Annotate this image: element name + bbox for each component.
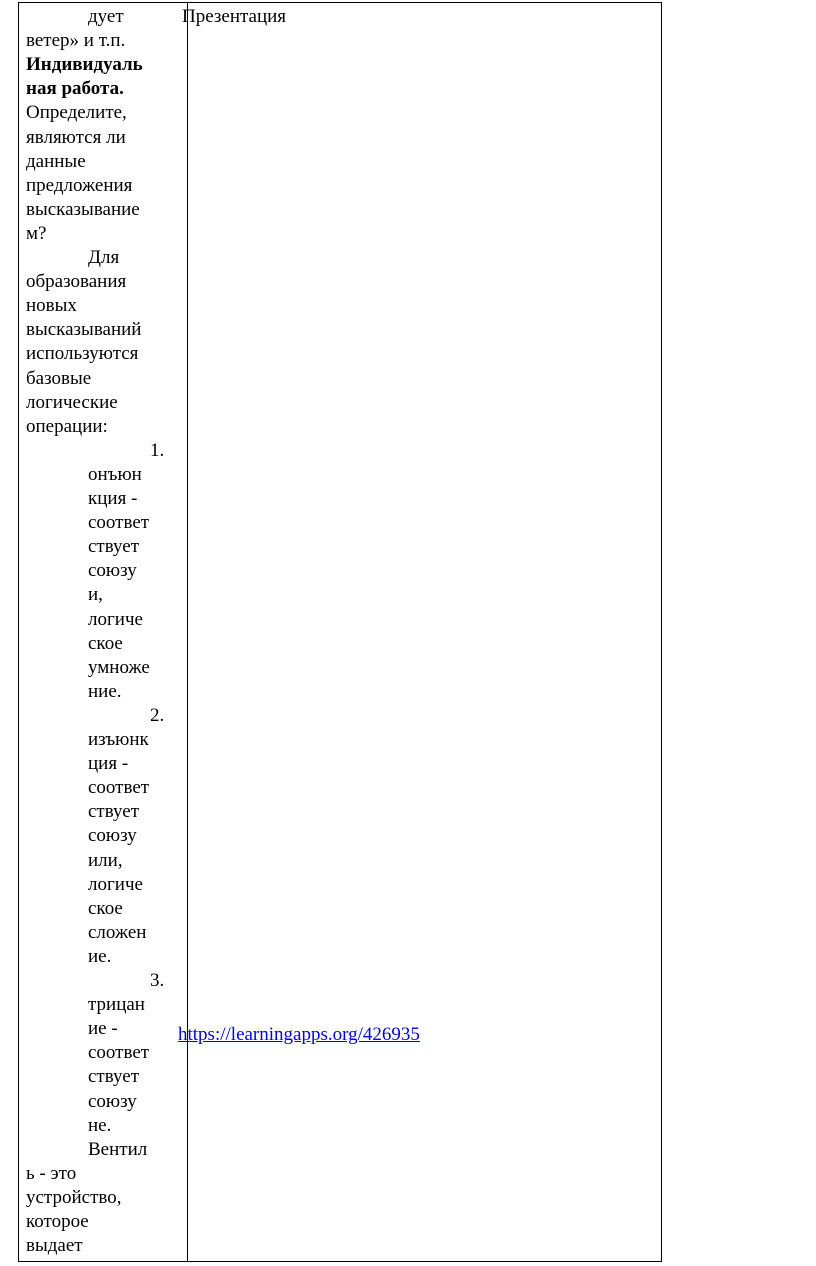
intro-line: операции: [26,416,108,437]
question-line: являются ли [26,127,126,148]
list-item-line: союзу [88,825,137,846]
section-heading: ная работа. [26,78,124,99]
list-item-line: ское [88,633,123,654]
list-item-number: 3. [150,970,165,991]
list-item-line: не. [88,1115,112,1136]
list-item-line: ствует [88,1066,140,1087]
list-item-line: ция - [88,753,129,774]
text-line: которое [26,1211,89,1232]
intro-line: новых [26,295,77,316]
section-heading: Индивидуаль [26,54,143,75]
text-line: ь - это [26,1163,77,1184]
question-line: высказывание [26,199,140,220]
text-line: дует [88,6,124,27]
question-line: Определите, [26,102,127,123]
list-item-line: союзу [88,1091,137,1112]
list-item-line: ствует [88,801,140,822]
list-item-line: логиче [88,609,143,630]
column-divider [187,3,188,1261]
list-item-number: 1. [150,440,165,461]
list-item-line: логиче [88,874,143,895]
list-item-line: умноже [88,657,150,678]
question-line: м? [26,223,47,244]
text-line: Вентил [88,1139,148,1160]
text-line: устройство, [26,1187,122,1208]
list-item-number: 2. [150,705,165,726]
list-item-line: ствует [88,536,140,557]
list-item-line: и, [88,584,103,605]
intro-line: логические [26,392,118,413]
list-item-line: изъюнк [88,729,149,750]
text-line: ветер» и т.п. [26,30,126,51]
list-item-line: онъюн [88,464,142,485]
list-item-line: сложен [88,922,147,943]
list-item-line: ие. [88,946,112,967]
text-line: выдает [26,1235,83,1256]
question-line: данные [26,151,86,172]
presentation-label: Презентация [182,6,287,27]
list-item-line: соответ [88,512,150,533]
intro-line: базовые [26,368,92,389]
intro-line: Для [88,247,120,268]
question-line: предложения [26,175,133,196]
list-item-line: соответ [88,1042,150,1063]
list-item-line: соответ [88,777,150,798]
list-item-line: ние. [88,681,122,702]
list-item-line: ие - [88,1018,118,1039]
intro-line: образования [26,271,127,292]
intro-line: используются [26,343,139,364]
learningapps-link[interactable]: https://learningapps.org/426935 [178,1024,420,1045]
intro-line: высказываний [26,319,142,340]
list-item-line: кция - [88,488,138,509]
list-item-line: союзу [88,560,137,581]
list-item-line: или, [88,850,123,871]
list-item-line: трицан [88,994,145,1015]
list-item-line: ское [88,898,123,919]
